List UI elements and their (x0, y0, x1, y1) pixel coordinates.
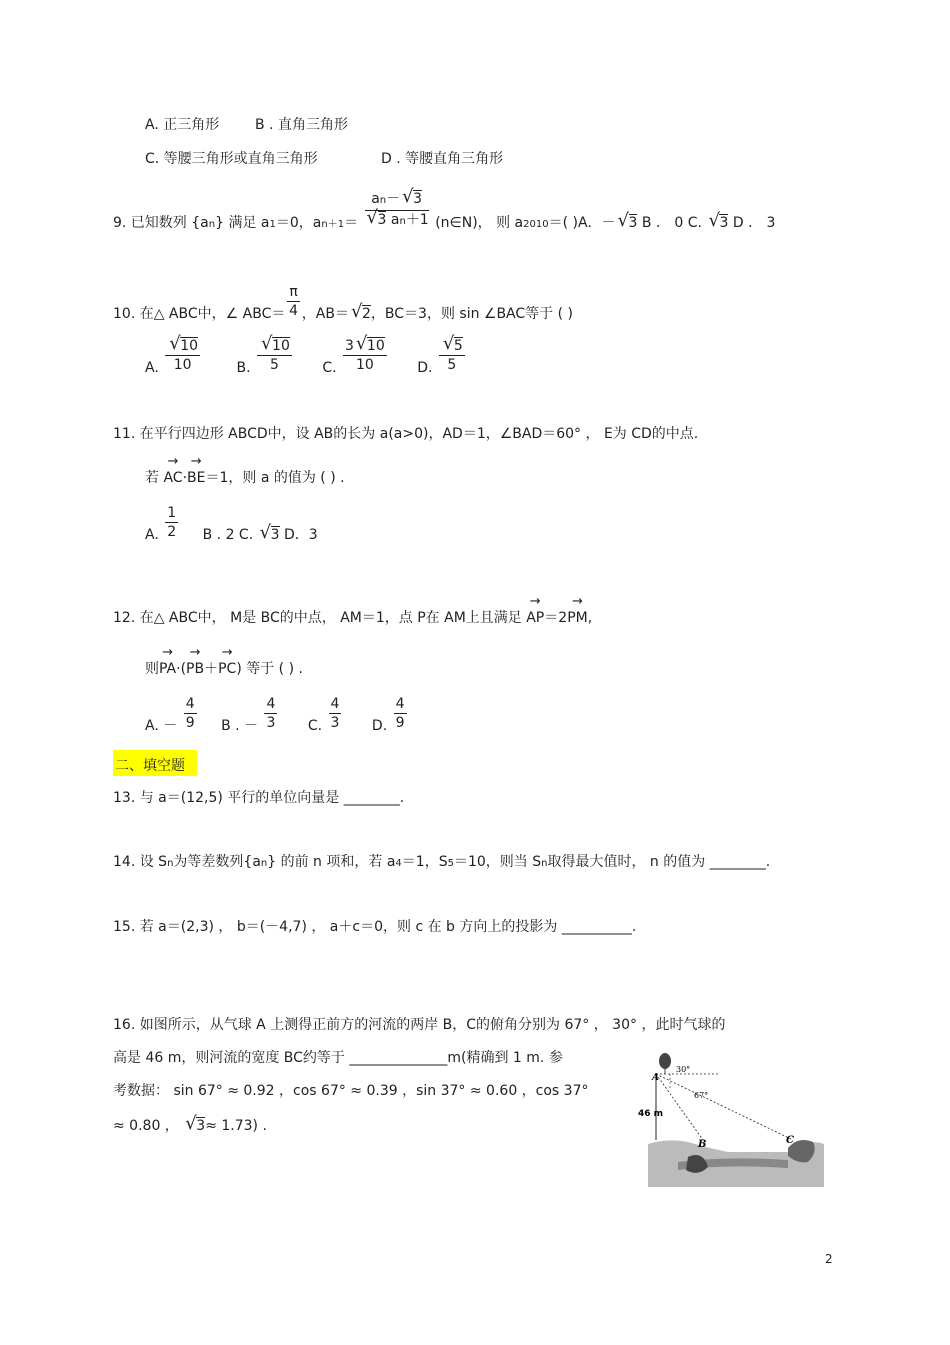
label-angle-67: 67° (694, 1091, 709, 1100)
question-16-line4: ≈ 0.80 ， √ 3≈ 1.73) . (113, 1117, 267, 1135)
question-16-line1: 16. 如图所示，从气球 A 上测得正前方的河流的两岸 B，C的俯角分别为 67° ， 30° ，此时气球的 (113, 1017, 726, 1033)
label-c: C (786, 1135, 794, 1146)
question-15: 15. 若 a＝(2,3) ， b＝(－4,7) ， a＋c＝0，则 c 在 b 方向上的投影为 __________. (113, 919, 637, 935)
question-11-line1: 11. 在平行四边形 ABCD中，设 AB的长为 a(a>0)，AD＝1，∠BAD＝60° ， E为 CD的中点. (113, 426, 699, 442)
section-2-title: 二、填空题 (115, 758, 185, 774)
question-13: 13. 与 a＝(12,5) 平行的单位向量是 ________. (113, 790, 405, 806)
balloon-icon (659, 1053, 671, 1074)
q9-fraction: an－√ 3 √ 3 an＋1 (365, 190, 429, 231)
question-11-options: A. $\frac{1}{2}$ B . 2 C. √ 3 D．3 (145, 504, 318, 541)
label-a: A (652, 1073, 659, 1083)
question-9: 9. 已知数列 {an} 满足 a1＝0，an＋1＝ an－√ 3 √ 3 an＋1 (n∈N)， 则 a2010＝( )A．－√ 3 B ． 0 C. √ 3 D ． 3 (113, 190, 775, 231)
question-14: 14. 设 Sn为等差数列{an} 的前 n 项和，若 a4＝1，S5＝10，则当 Sn取得最大值时， n 的值为 ________. (113, 854, 771, 870)
question-16-line3: 考数据： sin 67° ≈ 0.92 ，cos 67° ≈ 0.39 ，sin 37° ≈ 0.60 ，cos 37° (113, 1083, 589, 1099)
q8-option-d: D . 等腰直角三角形 (381, 151, 504, 167)
balloon-river-figure (638, 1052, 824, 1187)
question-10-options: A. √ $\frac{10}{10}$ B. √ $\frac{10}{5}$ C. $\frac{3√ 10}{10}$ D. √ $\frac{5}{5}$ (145, 337, 467, 374)
question-10: 10. 在△ ABC中，∠ ABC＝ $\frac{\pi}{4}$ ，AB＝√ 2，BC＝3，则 sin ∠BAC等于 ( ) (113, 283, 573, 320)
question-12-options: A. － $\frac{4}{9}$ B . － $\frac{4}{3}$ C. $\frac{4}{3}$ D. $\frac{4}{9}$ (145, 696, 405, 734)
question-16-line2: 高是 46 m，则河流的宽度 BC约等于 ______________m(精确到 1 m. 参 (113, 1050, 563, 1066)
label-height: 46 m (638, 1109, 664, 1119)
question-12-line2: 则→ PA·(→ PB＋→ PC) 等于 ( ) . (145, 660, 303, 678)
page-number: 2 (825, 1252, 833, 1266)
label-angle-30: 30° (676, 1065, 691, 1074)
sight-line-c (656, 1074, 793, 1140)
sight-line-b (656, 1074, 703, 1140)
question-12-line1: 12. 在△ ABC中， M是 BC的中点， AM＝1，点 P在 AM上且满足 → AP＝2→ PM, (113, 609, 592, 627)
q8-option-b: B . 直角三角形 (255, 117, 348, 133)
q8-option-a: A. 正三角形 (145, 117, 220, 133)
q8-option-c: C. 等腰三角形或直角三角形 (145, 151, 318, 167)
label-b: B (698, 1139, 707, 1150)
question-11-line2: 若 → AC·→ BE＝1，则 a 的值为 ( ) . (145, 469, 345, 487)
